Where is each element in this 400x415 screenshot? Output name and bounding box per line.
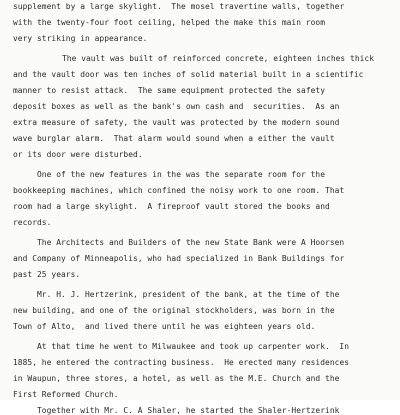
text-line: new building, and one of the original stockholders, was born in the	[13, 306, 335, 315]
text-line: The Architects and Builders of the new State Bank were A Hoorsen	[37, 238, 345, 247]
text-line: Together with Mr. C. A Shaler, he started the Shaler-Hertzerink	[37, 406, 340, 415]
text-line: in Waupun, three stores, a hotel, as well as the M.E. Church and the	[13, 374, 340, 383]
text-line: Mr. H. J. Hertzerink, president of the bank, at the time of the	[37, 290, 340, 299]
text-line: The vault was built of reinforced concrete, eighteen inches thick	[62, 54, 375, 63]
text-line: First Reformed Church.	[13, 390, 119, 399]
text-line: At that time he went to Milwaukee and took up carpenter work. In	[37, 342, 350, 351]
text-line: and the vault door was ten inches of solid material built in a scientific	[13, 70, 364, 79]
text-line: room had a large skylight. A fireproof vault stored the books and	[13, 202, 330, 211]
text-line: 1885, he entered the contracting business. He erected many residences	[13, 358, 350, 367]
text-line: records.	[13, 218, 52, 227]
text-line: wave burglar alarm. That alarm would sound when a either the vault	[13, 134, 335, 143]
text-line: One of the new features in the was the separate room for the	[37, 170, 326, 179]
text-line: deposit boxes as well as the bank's own cash and securities. As an	[13, 102, 340, 111]
text-line: Town of Alto, and lived there until he was eighteen years old.	[13, 322, 316, 331]
text-line: and Company of Minneapolis, who had specialized in Bank Buildings for	[13, 254, 345, 263]
text-line: or its door were disturbed.	[13, 150, 143, 159]
text-line: past 25 years.	[13, 270, 81, 279]
text-line: with the twenty-four foot ceiling, helped the make this main room	[13, 18, 326, 27]
text-line: very striking in appearance.	[13, 34, 148, 43]
text-line: bookkeeping machines, which confined the noisy work to one room. That	[13, 186, 345, 195]
text-line: manner to resist attack. The same equipment protected the safety	[13, 86, 326, 95]
text-line: extra measure of safety, the vault was protected by the modern sound	[13, 118, 340, 127]
text-line: supplement by a large skylight. The mosel travertine walls, together	[13, 2, 345, 11]
